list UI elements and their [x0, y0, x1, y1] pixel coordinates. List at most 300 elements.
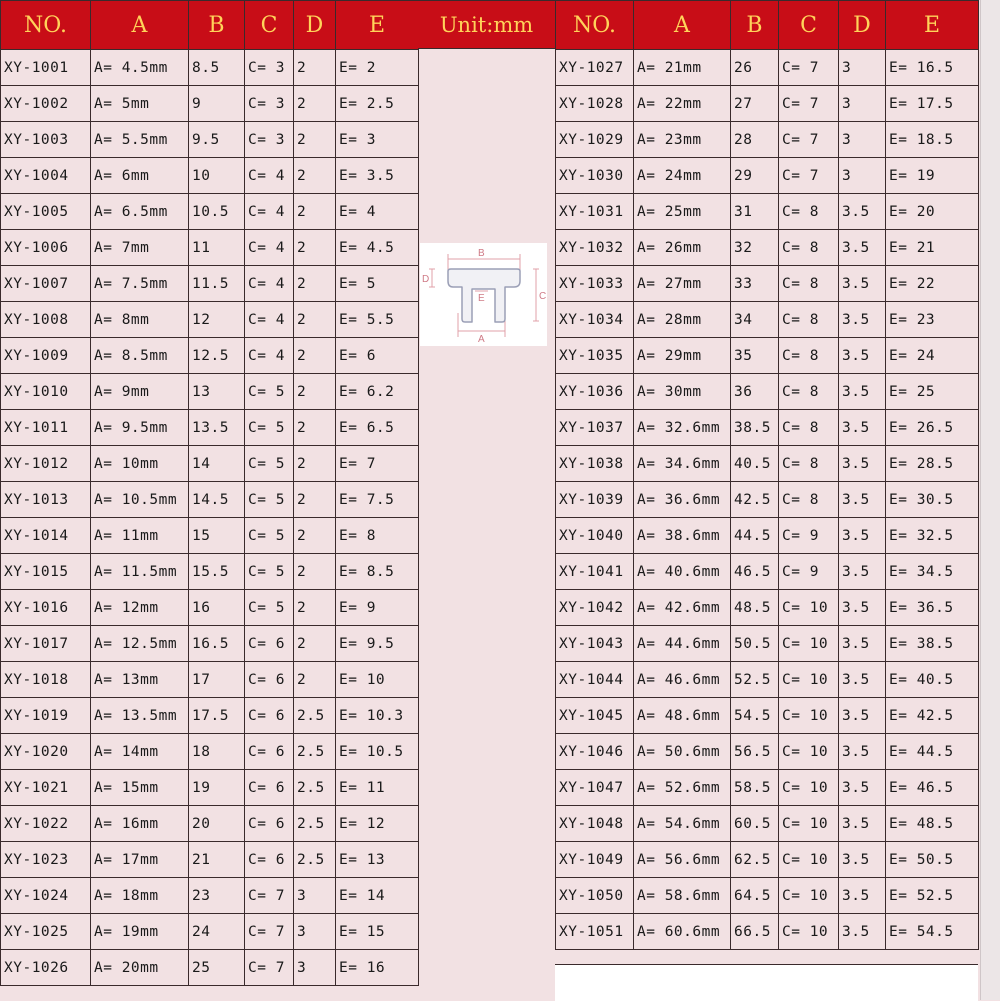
cell-c: C= 3: [245, 122, 294, 158]
cell-c: C= 3: [245, 50, 294, 86]
header-no: NO.: [556, 1, 634, 50]
table-row: [556, 410, 979, 446]
cell-e: E= 5.5: [336, 302, 419, 338]
cell-a: A= 22mm: [634, 86, 731, 122]
cell-b: 27: [731, 86, 779, 122]
cell-e: E= 16.5: [886, 50, 979, 86]
table-row: [556, 554, 979, 590]
cell-e: E= 2.5: [336, 86, 419, 122]
diagram-label-e: E: [478, 293, 485, 304]
cell-no: XY-1028: [556, 86, 634, 122]
cell-no: XY-1043: [556, 626, 634, 662]
cell-a: A= 27mm: [634, 266, 731, 302]
cell-d: 3.5: [839, 878, 886, 914]
cell-b: 13.5: [189, 410, 245, 446]
cell-e: E= 19: [886, 158, 979, 194]
cell-no: XY-1033: [556, 266, 634, 302]
cell-c: C= 6: [245, 806, 294, 842]
header-b: B: [731, 1, 779, 50]
cell-c: C= 6: [245, 698, 294, 734]
cell-e: E= 4: [336, 194, 419, 230]
grommet-profile-diagram: [420, 243, 547, 346]
header-d: D: [294, 1, 336, 50]
cell-a: A= 5mm: [91, 86, 189, 122]
header-no: NO.: [1, 1, 91, 50]
cell-d: 2: [294, 554, 336, 590]
cell-d: 2.5: [294, 842, 336, 878]
cell-b: 56.5: [731, 734, 779, 770]
cell-c: C= 4: [245, 194, 294, 230]
cell-a: A= 13mm: [91, 662, 189, 698]
cell-b: 28: [731, 122, 779, 158]
cell-c: C= 10: [779, 662, 839, 698]
cell-c: C= 7: [245, 878, 294, 914]
header-c: C: [245, 1, 294, 50]
cell-no: XY-1017: [1, 626, 91, 662]
cell-no: XY-1004: [1, 158, 91, 194]
cell-b: 14.5: [189, 482, 245, 518]
cell-e: E= 23: [886, 302, 979, 338]
header-e: E: [336, 1, 419, 50]
cell-a: A= 12mm: [91, 590, 189, 626]
cell-b: 26: [731, 50, 779, 86]
cell-a: A= 23mm: [634, 122, 731, 158]
cell-a: A= 58.6mm: [634, 878, 731, 914]
cell-d: 2.5: [294, 698, 336, 734]
cell-c: C= 10: [779, 806, 839, 842]
table-row: [1, 446, 419, 482]
cell-a: A= 15mm: [91, 770, 189, 806]
cell-a: A= 10mm: [91, 446, 189, 482]
table-row: [556, 698, 979, 734]
cell-b: 48.5: [731, 590, 779, 626]
cell-b: 16: [189, 590, 245, 626]
cell-c: C= 4: [245, 302, 294, 338]
cell-no: XY-1034: [556, 302, 634, 338]
cell-c: C= 8: [779, 446, 839, 482]
table-row: [556, 626, 979, 662]
table-row: [556, 194, 979, 230]
cell-no: XY-1018: [1, 662, 91, 698]
cell-b: 62.5: [731, 842, 779, 878]
cell-e: E= 40.5: [886, 662, 979, 698]
cell-e: E= 16: [336, 950, 419, 986]
cell-c: C= 7: [779, 122, 839, 158]
cell-c: C= 10: [779, 734, 839, 770]
cell-d: 3.5: [839, 842, 886, 878]
cell-b: 58.5: [731, 770, 779, 806]
cell-no: XY-1010: [1, 374, 91, 410]
cell-no: XY-1008: [1, 302, 91, 338]
cell-a: A= 42.6mm: [634, 590, 731, 626]
cell-b: 24: [189, 914, 245, 950]
cell-d: 3.5: [839, 410, 886, 446]
cell-d: 3: [294, 914, 336, 950]
table-row: [556, 590, 979, 626]
cell-no: XY-1005: [1, 194, 91, 230]
cell-a: A= 28mm: [634, 302, 731, 338]
table-row: [1, 554, 419, 590]
cell-b: 54.5: [731, 698, 779, 734]
cell-d: 2: [294, 338, 336, 374]
table-row: [556, 734, 979, 770]
cell-no: XY-1019: [1, 698, 91, 734]
cell-no: XY-1031: [556, 194, 634, 230]
cell-c: C= 10: [779, 770, 839, 806]
cell-d: 2: [294, 374, 336, 410]
cell-d: 3.5: [839, 446, 886, 482]
cell-e: E= 26.5: [886, 410, 979, 446]
cell-d: 3.5: [839, 518, 886, 554]
cell-d: 2: [294, 410, 336, 446]
cell-d: 3.5: [839, 230, 886, 266]
header-c: C: [779, 1, 839, 50]
grommet-profile-drawing: [420, 243, 547, 346]
table-row: [1, 734, 419, 770]
cell-c: C= 3: [245, 86, 294, 122]
header-a: A: [634, 1, 731, 50]
cell-c: C= 8: [779, 230, 839, 266]
cell-no: XY-1001: [1, 50, 91, 86]
cell-a: A= 32.6mm: [634, 410, 731, 446]
cell-c: C= 5: [245, 518, 294, 554]
cell-e: E= 34.5: [886, 554, 979, 590]
cell-a: A= 26mm: [634, 230, 731, 266]
cell-c: C= 7: [779, 50, 839, 86]
cell-d: 3.5: [839, 374, 886, 410]
cell-c: C= 7: [779, 158, 839, 194]
cell-e: E= 28.5: [886, 446, 979, 482]
cell-e: E= 25: [886, 374, 979, 410]
cell-c: C= 6: [245, 626, 294, 662]
cell-c: C= 4: [245, 338, 294, 374]
table-row: [1, 662, 419, 698]
cell-e: E= 6.2: [336, 374, 419, 410]
cell-e: E= 48.5: [886, 806, 979, 842]
cell-d: 2: [294, 302, 336, 338]
cell-e: E= 30.5: [886, 482, 979, 518]
cell-a: A= 24mm: [634, 158, 731, 194]
spec-table-right: [555, 0, 979, 950]
cell-c: C= 10: [779, 842, 839, 878]
table-row: [1, 698, 419, 734]
cell-no: XY-1009: [1, 338, 91, 374]
cell-e: E= 2: [336, 50, 419, 86]
cell-e: E= 20: [886, 194, 979, 230]
table-row: [1, 338, 419, 374]
header-row: [556, 1, 979, 50]
cell-a: A= 9.5mm: [91, 410, 189, 446]
table-row: [1, 950, 419, 986]
cell-no: XY-1021: [1, 770, 91, 806]
cell-no: XY-1016: [1, 590, 91, 626]
cell-a: A= 12.5mm: [91, 626, 189, 662]
cell-b: 64.5: [731, 878, 779, 914]
cell-no: XY-1029: [556, 122, 634, 158]
table-row: [1, 158, 419, 194]
cell-e: E= 12: [336, 806, 419, 842]
cell-b: 52.5: [731, 662, 779, 698]
cell-no: XY-1015: [1, 554, 91, 590]
cell-no: XY-1006: [1, 230, 91, 266]
cell-b: 35: [731, 338, 779, 374]
cell-c: C= 5: [245, 410, 294, 446]
table-body-right: [556, 50, 979, 950]
cell-e: E= 8.5: [336, 554, 419, 590]
cell-c: C= 5: [245, 446, 294, 482]
cell-d: 2: [294, 50, 336, 86]
cell-c: C= 8: [779, 194, 839, 230]
cell-a: A= 30mm: [634, 374, 731, 410]
cell-no: XY-1026: [1, 950, 91, 986]
cell-no: XY-1007: [1, 266, 91, 302]
cell-a: A= 9mm: [91, 374, 189, 410]
cell-d: 3.5: [839, 698, 886, 734]
cell-b: 18: [189, 734, 245, 770]
cell-c: C= 8: [779, 410, 839, 446]
table-row: [556, 50, 979, 86]
cell-a: A= 44.6mm: [634, 626, 731, 662]
cell-c: C= 7: [779, 86, 839, 122]
table-row: [556, 662, 979, 698]
cell-no: XY-1030: [556, 158, 634, 194]
cell-e: E= 44.5: [886, 734, 979, 770]
cell-no: XY-1042: [556, 590, 634, 626]
cell-e: E= 54.5: [886, 914, 979, 950]
table-row: [556, 122, 979, 158]
cell-c: C= 6: [245, 770, 294, 806]
cell-e: E= 38.5: [886, 626, 979, 662]
cell-d: 3: [294, 950, 336, 986]
cell-a: A= 6.5mm: [91, 194, 189, 230]
cell-a: A= 6mm: [91, 158, 189, 194]
cell-b: 14: [189, 446, 245, 482]
header-d: D: [839, 1, 886, 50]
cell-b: 13: [189, 374, 245, 410]
cell-a: A= 60.6mm: [634, 914, 731, 950]
table-row: [1, 842, 419, 878]
cell-no: XY-1041: [556, 554, 634, 590]
cell-b: 12.5: [189, 338, 245, 374]
table-row: [556, 374, 979, 410]
cell-no: XY-1039: [556, 482, 634, 518]
cell-a: A= 10.5mm: [91, 482, 189, 518]
cell-b: 15.5: [189, 554, 245, 590]
cell-c: C= 10: [779, 626, 839, 662]
cell-d: 3.5: [839, 554, 886, 590]
cell-d: 3: [839, 50, 886, 86]
table-row: [556, 230, 979, 266]
cell-no: XY-1044: [556, 662, 634, 698]
cell-b: 23: [189, 878, 245, 914]
cell-c: C= 7: [245, 914, 294, 950]
cell-d: 3.5: [839, 770, 886, 806]
cell-d: 2: [294, 158, 336, 194]
cell-d: 3: [294, 878, 336, 914]
cell-b: 46.5: [731, 554, 779, 590]
cell-b: 25: [189, 950, 245, 986]
cell-no: XY-1048: [556, 806, 634, 842]
cell-c: C= 7: [245, 950, 294, 986]
cell-b: 17.5: [189, 698, 245, 734]
cell-b: 31: [731, 194, 779, 230]
cell-d: 2: [294, 446, 336, 482]
table-row: [556, 770, 979, 806]
cell-e: E= 46.5: [886, 770, 979, 806]
cell-no: XY-1032: [556, 230, 634, 266]
cell-d: 2.5: [294, 806, 336, 842]
table-row: [556, 302, 979, 338]
cell-c: C= 4: [245, 230, 294, 266]
cell-e: E= 10.3: [336, 698, 419, 734]
cell-d: 3.5: [839, 914, 886, 950]
cell-no: XY-1051: [556, 914, 634, 950]
cell-no: XY-1024: [1, 878, 91, 914]
table-row: [556, 446, 979, 482]
cell-d: 3.5: [839, 662, 886, 698]
table-row: [1, 878, 419, 914]
cell-no: XY-1040: [556, 518, 634, 554]
table-footer-blank: [555, 964, 978, 1001]
cell-b: 29: [731, 158, 779, 194]
table-row: [1, 914, 419, 950]
cell-no: XY-1025: [1, 914, 91, 950]
cell-d: 3: [839, 122, 886, 158]
cell-e: E= 7: [336, 446, 419, 482]
cell-d: 2: [294, 86, 336, 122]
cell-d: 2: [294, 194, 336, 230]
cell-c: C= 8: [779, 266, 839, 302]
table-row: [556, 878, 979, 914]
cell-b: 19: [189, 770, 245, 806]
cell-no: XY-1036: [556, 374, 634, 410]
cell-b: 36: [731, 374, 779, 410]
cell-d: 3.5: [839, 266, 886, 302]
header-b: B: [189, 1, 245, 50]
cell-d: 2: [294, 230, 336, 266]
cell-no: XY-1003: [1, 122, 91, 158]
cell-c: C= 8: [779, 374, 839, 410]
cell-a: A= 48.6mm: [634, 698, 731, 734]
cell-d: 3.5: [839, 194, 886, 230]
cell-a: A= 11.5mm: [91, 554, 189, 590]
cell-c: C= 9: [779, 518, 839, 554]
cell-b: 44.5: [731, 518, 779, 554]
cell-a: A= 7.5mm: [91, 266, 189, 302]
cell-c: C= 5: [245, 590, 294, 626]
cell-no: XY-1011: [1, 410, 91, 446]
cell-a: A= 20mm: [91, 950, 189, 986]
diagram-label-c: C: [539, 291, 547, 302]
table-row: [1, 50, 419, 86]
cell-d: 3.5: [839, 338, 886, 374]
cell-b: 20: [189, 806, 245, 842]
cell-e: E= 5: [336, 266, 419, 302]
cell-e: E= 21: [886, 230, 979, 266]
cell-a: A= 46.6mm: [634, 662, 731, 698]
cell-a: A= 25mm: [634, 194, 731, 230]
cell-e: E= 50.5: [886, 842, 979, 878]
cell-d: 3.5: [839, 302, 886, 338]
cell-b: 66.5: [731, 914, 779, 950]
cell-a: A= 36.6mm: [634, 482, 731, 518]
cell-a: A= 34.6mm: [634, 446, 731, 482]
cell-c: C= 4: [245, 158, 294, 194]
cell-a: A= 13.5mm: [91, 698, 189, 734]
cell-d: 2: [294, 122, 336, 158]
cell-c: C= 10: [779, 698, 839, 734]
cell-a: A= 16mm: [91, 806, 189, 842]
cell-b: 11.5: [189, 266, 245, 302]
cell-b: 32: [731, 230, 779, 266]
cell-a: A= 14mm: [91, 734, 189, 770]
cell-c: C= 10: [779, 878, 839, 914]
cell-a: A= 29mm: [634, 338, 731, 374]
table-row: [556, 482, 979, 518]
cell-e: E= 24: [886, 338, 979, 374]
cell-no: XY-1002: [1, 86, 91, 122]
cell-b: 60.5: [731, 806, 779, 842]
cell-d: 2.5: [294, 770, 336, 806]
cell-d: 2.5: [294, 734, 336, 770]
cell-b: 8.5: [189, 50, 245, 86]
cell-e: E= 42.5: [886, 698, 979, 734]
table-row: [556, 266, 979, 302]
cell-c: C= 6: [245, 842, 294, 878]
cell-no: XY-1045: [556, 698, 634, 734]
table-row: [1, 770, 419, 806]
cell-b: 42.5: [731, 482, 779, 518]
cell-c: C= 5: [245, 374, 294, 410]
cell-no: XY-1037: [556, 410, 634, 446]
cell-no: XY-1047: [556, 770, 634, 806]
cell-d: 3: [839, 158, 886, 194]
cell-c: C= 8: [779, 338, 839, 374]
table-row: [1, 86, 419, 122]
cell-b: 10: [189, 158, 245, 194]
cell-b: 12: [189, 302, 245, 338]
cell-d: 2: [294, 662, 336, 698]
table-row: [1, 410, 419, 446]
cell-d: 3.5: [839, 590, 886, 626]
cell-e: E= 4.5: [336, 230, 419, 266]
cell-no: XY-1013: [1, 482, 91, 518]
cell-c: C= 10: [779, 590, 839, 626]
cell-d: 2: [294, 590, 336, 626]
table-row: [1, 590, 419, 626]
cell-no: XY-1012: [1, 446, 91, 482]
cell-b: 16.5: [189, 626, 245, 662]
table-row: [1, 302, 419, 338]
cell-b: 17: [189, 662, 245, 698]
cell-b: 50.5: [731, 626, 779, 662]
cell-e: E= 14: [336, 878, 419, 914]
diagram-label-d: D: [422, 274, 430, 285]
cell-no: XY-1050: [556, 878, 634, 914]
cell-e: E= 9.5: [336, 626, 419, 662]
cell-no: XY-1023: [1, 842, 91, 878]
cell-a: A= 54.6mm: [634, 806, 731, 842]
cell-e: E= 22: [886, 266, 979, 302]
table-row: [556, 806, 979, 842]
cell-e: E= 15: [336, 914, 419, 950]
table-row: [556, 158, 979, 194]
cell-e: E= 3: [336, 122, 419, 158]
cell-b: 11: [189, 230, 245, 266]
cell-e: E= 6: [336, 338, 419, 374]
cell-c: C= 8: [779, 302, 839, 338]
cell-b: 34: [731, 302, 779, 338]
